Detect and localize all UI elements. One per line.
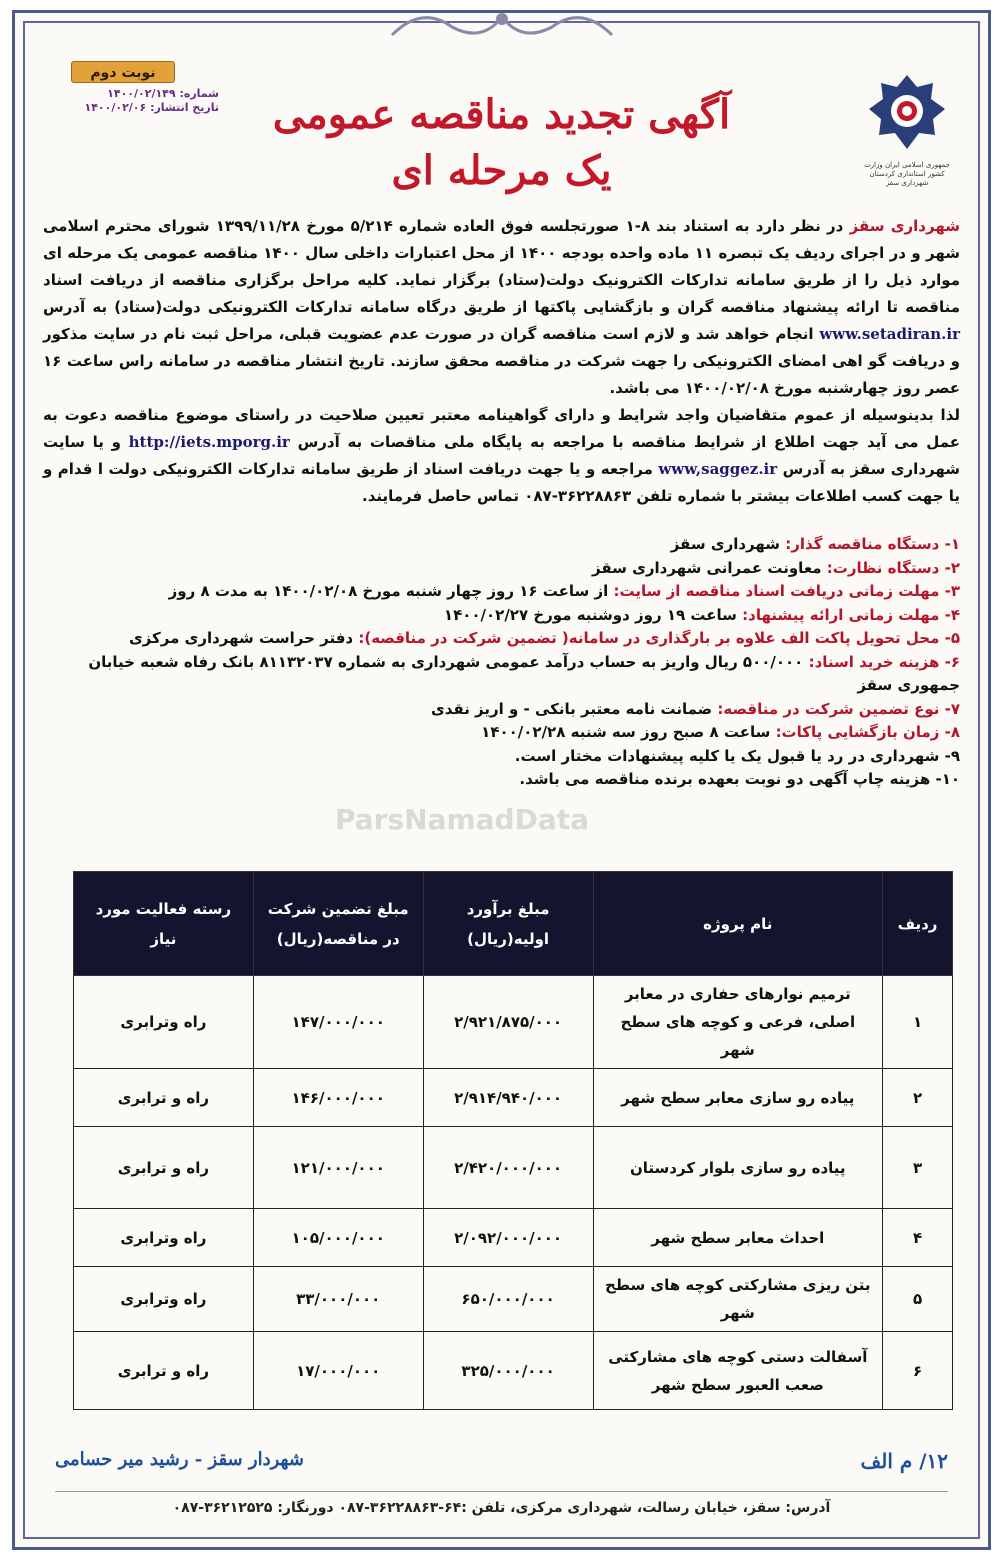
setadiran-link[interactable]: www.setadiran.ir <box>819 325 960 343</box>
condition-value: ۹- شهرداری در رد یا قبول یک یا کلیه پیشنهادات مختار است. <box>514 746 960 765</box>
row-number: ۶ <box>883 1332 953 1410</box>
condition-value: جمهوری سقز <box>857 676 960 694</box>
ad-number: شماره: ۱۴۰۰/۰۲/۱۴۹ <box>107 87 219 100</box>
intro-text-4: و یا سایت شهرداری سقز به آدرس <box>43 433 961 478</box>
condition-value: دفتر حراست شهرداری مرکزی <box>128 629 359 647</box>
table-row <box>74 1209 953 1267</box>
guarantee-amount: ۱۲۱/۰۰۰/۰۰۰ <box>253 1127 423 1209</box>
logo-caption: جمهوری اسلامی ایران وزارت کشور استانداری کردستان شهرداری سقز <box>864 161 950 187</box>
table-row <box>74 1332 953 1410</box>
header-estimate: مبلغ برآورد اولیه(ریال) <box>423 872 593 976</box>
condition-value: شهرداری سقز <box>670 535 786 553</box>
project-name: پیاده رو سازی بلوار کردستان <box>593 1127 882 1209</box>
project-name: احداث معابر سطح شهر <box>593 1209 882 1267</box>
project-name: آسفالت دستی کوچه های مشارکتی صعب العبور سطح شهر <box>593 1332 882 1410</box>
project-name: پیاده رو سازی معابر سطح شهر <box>593 1069 882 1127</box>
condition-value: ساعت ۸ صبح روز سه شنبه ۱۴۰۰/۰۲/۲۸ <box>481 723 776 741</box>
organizer-name: شهرداری سقز <box>849 217 960 235</box>
condition-label: ۶- هزینه خرید اسناد: <box>808 652 960 671</box>
condition-item <box>43 698 960 722</box>
round-badge: نوبت دوم <box>71 61 175 83</box>
row-number: ۳ <box>883 1127 953 1209</box>
condition-item <box>43 768 960 792</box>
conditions-list <box>43 533 960 792</box>
table-header-row <box>74 872 953 976</box>
table-row <box>74 1127 953 1209</box>
table-row <box>74 1069 953 1127</box>
guarantee-amount: ۱۴۶/۰۰۰/۰۰۰ <box>253 1069 423 1127</box>
ad-subtitle: یک مرحله ای <box>391 147 612 194</box>
row-number: ۲ <box>883 1069 953 1127</box>
estimate-amount: ۲/۴۲۰/۰۰۰/۰۰۰ <box>423 1127 593 1209</box>
condition-value: از ساعت ۱۶ روز چهار شنبه مورخ ۱۴۰۰/۰۲/۰۸ به مدت ۸ روز <box>168 582 614 600</box>
condition-label: ۴- مهلت زمانی ارائه پیشنهاد: <box>742 605 960 624</box>
condition-item <box>43 721 960 745</box>
ad-code: ۱۲/ م الف <box>860 1449 948 1473</box>
watermark: ParsNamadData <box>335 803 589 836</box>
guarantee-amount: ۳۳/۰۰۰/۰۰۰ <box>253 1267 423 1332</box>
estimate-amount: ۲/۹۱۴/۹۴۰/۰۰۰ <box>423 1069 593 1127</box>
ad-sheet <box>12 10 991 1550</box>
row-number: ۵ <box>883 1267 953 1332</box>
intro-text-2: انجام خواهد شد و لازم است مناقصه گران در صورت عدم عضویت قبلی، مراحل ثبت نام در سایت مذکور و دریافت گو اهی امضای الکترونیکی را جهت شرکت در مناقصه محقق سازند. تاریخ انتشار مناقصه در سامانه راس ساعت ۱۶ عصر روز چهارشنبه مورخ ۱۴۰۰/۰۲/۰۸ می باشد. <box>43 325 960 397</box>
header-guarantee: مبلغ تضمین شرکت در مناقصه(ریال) <box>253 872 423 976</box>
activity-category: راه و ترابری <box>74 1069 254 1127</box>
condition-value: ۵۰۰/۰۰۰ ریال واریز به حساب درآمد عمومی شهرداری به شماره ۸۱۱۳۲۰۳۷ بانک رفاه شعبه خیابان <box>88 652 809 671</box>
top-ornament-icon <box>382 5 622 45</box>
header-category: رسته فعالیت مورد نیاز <box>74 872 254 976</box>
condition-value: ۱۰- هزینه چاپ آگهی دو نوبت بعهده برنده مناقصه می باشد. <box>519 770 960 788</box>
intro-text-5: مراجعه و یا جهت دریافت اسناد از طریق سامانه تدارکات الکترونیکی دولت ا قدام و یا جهت کسب اطلاعات بیشتر با شماره تلفن ۳۶۲۲۸۸۶۳-۰۸۷ تماس حاصل فرمایند. <box>43 460 960 505</box>
condition-label: ۱- دستگاه مناقصه گذار: <box>785 535 960 553</box>
condition-label: ۵- محل تحویل پاکت الف علاوه بر بارگذاری در سامانه( تضمین شرکت در مناقصه): <box>358 629 960 647</box>
projects-table <box>73 871 953 1410</box>
estimate-amount: ۳۲۵/۰۰۰/۰۰۰ <box>423 1332 593 1410</box>
row-number: ۱ <box>883 976 953 1069</box>
condition-label: ۲- دستگاه نظارت: <box>826 558 960 577</box>
guarantee-amount: ۱۰۵/۰۰۰/۰۰۰ <box>253 1209 423 1267</box>
guarantee-amount: ۱۷/۰۰۰/۰۰۰ <box>253 1332 423 1410</box>
intro-text-3: لذا بدینوسیله از عموم متقاضیان واجد شرایط و دارای گواهینامه معتبر تعیین صلاحیت در راستای موضوع مناقصه دعوت به عمل می آید جهت اطلاع از شرایط مناقصه با مراجعه به پایگاه ملی مناقصات به آدرس <box>43 406 960 451</box>
condition-item <box>43 580 960 604</box>
condition-item <box>43 651 960 675</box>
table-row <box>74 976 953 1069</box>
project-name: بتن ریزی مشارکتی کوچه های سطح شهر <box>593 1267 882 1332</box>
contact-address: آدرس: سقز، خیابان رسالت، شهرداری مرکزی، تلفن :۶۴-۳۶۲۲۸۸۶۳-۰۸۷ دورنگار: ۳۶۲۱۲۵۲۵-۰۸۷ <box>55 1491 948 1516</box>
iets-link[interactable]: http://iets.mporg.ir <box>128 433 290 451</box>
activity-category: راه وترابری <box>74 1209 254 1267</box>
intro-text <box>43 213 960 510</box>
condition-value: ضمانت نامه معتبر بانکی - و اریز نقدی <box>430 699 718 718</box>
mayor-signature: شهردار سقز - رشید میر حسامی <box>55 1449 304 1470</box>
table-row <box>74 1267 953 1332</box>
condition-label: ۷- نوع تضمین شرکت در مناقصه: <box>717 699 960 718</box>
condition-item <box>43 627 960 651</box>
activity-category: راه و ترابری <box>74 1127 254 1209</box>
condition-item <box>43 745 960 769</box>
activity-category: راه و ترابری <box>74 1332 254 1410</box>
condition-label: ۸- زمان بازگشایی پاکات: <box>775 723 960 741</box>
activity-category: راه وترابری <box>74 1267 254 1332</box>
publish-date: تاریخ انتشار: ۱۴۰۰/۰۲/۰۶ <box>84 101 219 114</box>
condition-value: ساعت ۱۹ روز دوشنبه مورخ ۱۴۰۰/۰۲/۲۷ <box>443 605 743 624</box>
guarantee-amount: ۱۴۷/۰۰۰/۰۰۰ <box>253 976 423 1069</box>
condition-item <box>43 557 960 581</box>
intro-paragraph-2 <box>43 402 960 510</box>
estimate-amount: ۲/۹۲۱/۸۷۵/۰۰۰ <box>423 976 593 1069</box>
header-project-name: نام پروژه <box>593 872 882 976</box>
condition-label: ۳- مهلت زمانی دریافت اسناد مناقصه از سایت: <box>613 582 960 600</box>
activity-category: راه وترابری <box>74 976 254 1069</box>
condition-item <box>43 533 960 557</box>
estimate-amount: ۲/۰۹۲/۰۰۰/۰۰۰ <box>423 1209 593 1267</box>
estimate-amount: ۶۵۰/۰۰۰/۰۰۰ <box>423 1267 593 1332</box>
ad-title: آگهی تجدید مناقصه عمومی <box>272 91 731 138</box>
condition-value: معاونت عمرانی شهرداری سقز <box>592 558 827 577</box>
intro-paragraph-1 <box>43 213 960 402</box>
condition-item <box>43 604 960 628</box>
condition-item <box>43 674 960 698</box>
saggez-link[interactable]: www,saggez.ir <box>658 460 778 478</box>
intro-text-1: در نظر دارد به استناد بند ۸-۱ صورتجلسه فوق العاده شماره ۵/۲۱۴ مورخ ۱۳۹۹/۱۱/۲۸ شورای محترم اسلامی شهر و در اجرای ردیف یک تبصره ۱۱ ماده واحده بودجه ۱۴۰۰ از محل اعتبارات داخلی سال ۱۴۰۰ مناقصه عمومی یک مرحله ای موارد ذیل را از طریق سامانه تدارکات الکترونیک دولت(ستاد) برگزار نماید. کلیه مراحل برگزاری مناقصه از دریافت اسناد مناقصه تا ارائه پیشنهاد مناقصه گران و بازگشایی پاکتها از طریق درگاه سامانه تدارکات الکترونیکی دولت(ستاد) به آدرس <box>43 217 960 316</box>
project-name: ترمیم نوارهای حفاری در معابر اصلی، فرعی و کوچه های سطح شهر <box>593 976 882 1069</box>
row-number: ۴ <box>883 1209 953 1267</box>
header-row-number: ردیف <box>883 872 953 976</box>
